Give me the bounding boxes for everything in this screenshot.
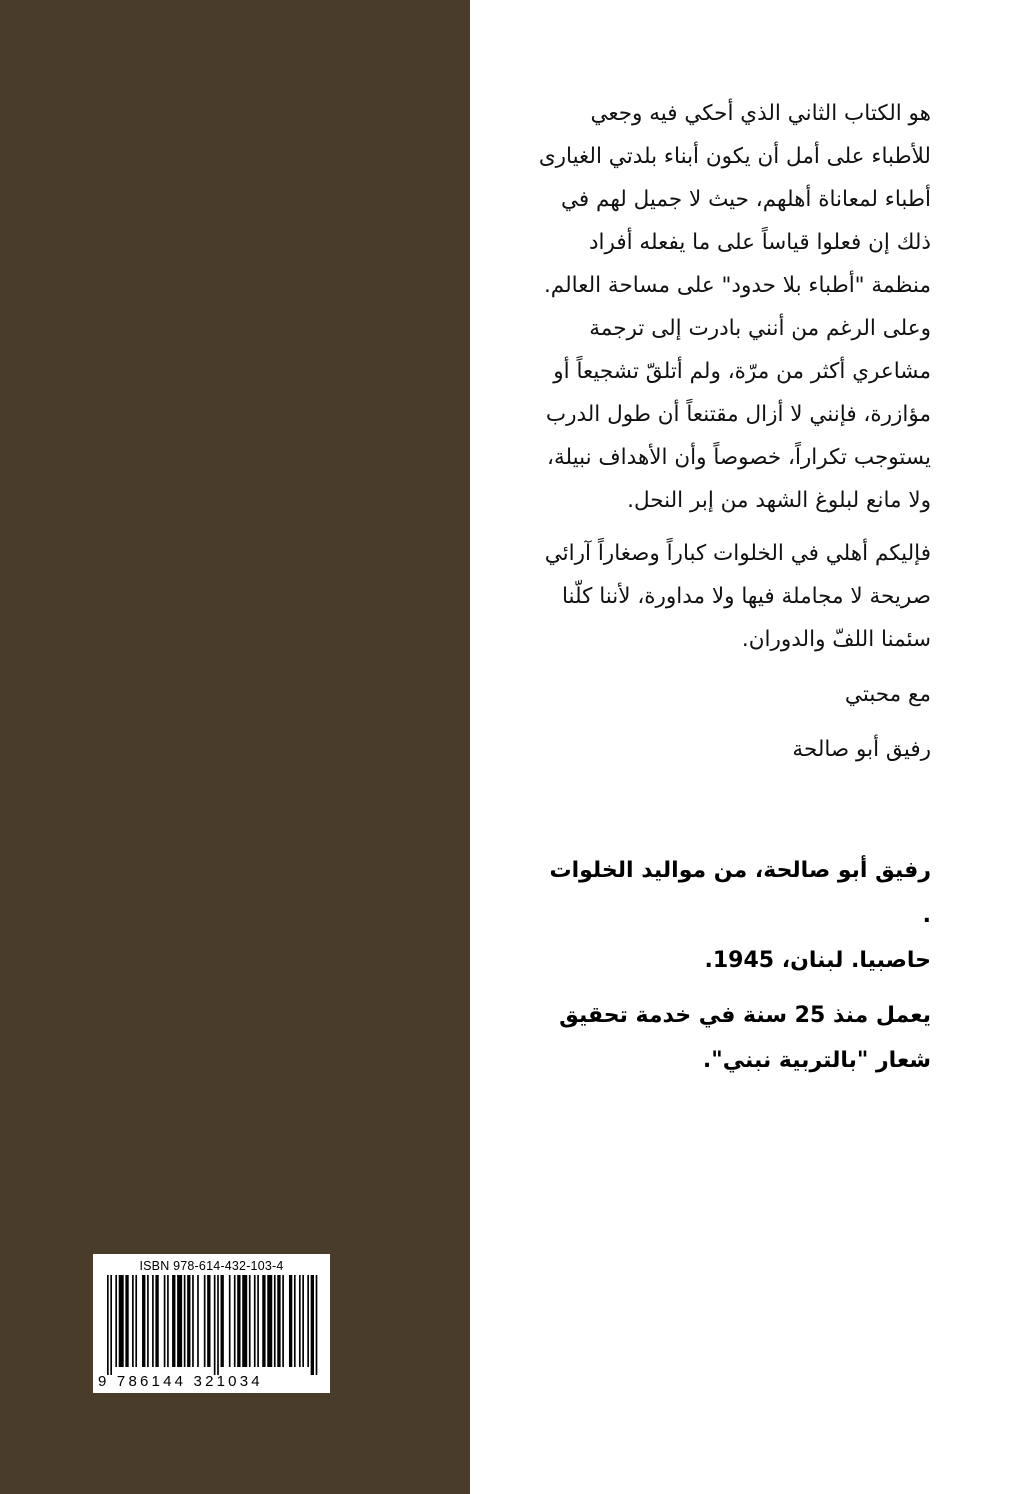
barcode-bar <box>229 1275 231 1367</box>
barcode-bar <box>299 1275 301 1367</box>
barcode-bar <box>107 1275 109 1375</box>
barcode-bar <box>289 1275 292 1367</box>
barcode-bar <box>164 1275 166 1367</box>
blurb-text <box>537 92 931 771</box>
barcode-bar <box>197 1275 199 1367</box>
barcode-digits: 9 786144 321034 <box>98 1373 263 1390</box>
barcode-bar <box>249 1275 251 1367</box>
barcode-bar <box>135 1275 137 1367</box>
closing-line: مع محبتي <box>844 682 931 707</box>
author-signature: رفيق أبو صالحة <box>792 737 931 762</box>
barcode-bar <box>316 1275 318 1375</box>
barcode-bar <box>110 1275 112 1375</box>
bio-line-2: حاصبيا. لبنان، 1945. <box>704 948 931 973</box>
barcode-bar <box>217 1275 219 1375</box>
barcode-bar <box>187 1275 190 1367</box>
blurb-paragraph-1: هو الكتاب الثاني الذي أحكي فيه وجعي للأطباء على أمل أن يكون أبناء بلدتي الغيارى أطباء لمعاناة أهلهم، حيث لا جميل لهم في ذلك إن فعلوا قياساً على ما يفعله أفراد منظمة "أطباء بلا حدود" على مساحة العالم. وعلى الرغم من أنني بادرت إلى ترجمة مشاعري أكثر من مرّة، ولم أتلقّ تشجيعاً أو مؤازرة، فإنني لا أزال مقتنعاً أن طول الدرب يستوجب تكراراً، خصوصاً وأن الأهداف نبيلة، ولا مانع لبلوغ الشهد من إبر النحل. <box>538 101 931 513</box>
barcode-bar <box>311 1275 314 1375</box>
blurb-paragraph-2: فإليكم أهلي في الخلوات كباراً وصغاراً آرائي صريحة لا مجاملة فيها ولا مداورة، لأننا كلّنا سئمنا اللفّ والدوران. <box>544 541 931 652</box>
isbn-barcode <box>93 1254 330 1393</box>
barcode-bar <box>204 1275 206 1367</box>
barcode-bar <box>155 1275 158 1367</box>
bio-line-1: رفيق أبو صالحة، من مواليد الخلوات . <box>549 858 931 928</box>
barcode-bar <box>167 1275 169 1367</box>
barcode-bar <box>242 1275 247 1367</box>
barcode-bar <box>132 1275 134 1367</box>
barcode-bar <box>125 1275 128 1367</box>
barcode-bar <box>254 1275 256 1367</box>
bio-line-4: شعار "بالتربية نبني". <box>702 1048 931 1073</box>
bio-line-3: يعمل منذ 25 سنة في خدمة تحقيق <box>559 1003 931 1028</box>
barcode-bar <box>267 1275 272 1367</box>
barcode-bars <box>107 1275 319 1375</box>
barcode-bar <box>142 1275 145 1367</box>
barcode-bar <box>177 1275 182 1367</box>
barcode-bar <box>115 1275 117 1367</box>
isbn-label: ISBN 978-614-432-103-4 <box>139 1259 284 1273</box>
barcode-bar <box>214 1275 216 1375</box>
barcode-bar <box>257 1275 259 1367</box>
barcode-bar <box>119 1275 124 1367</box>
barcode-bar <box>274 1275 276 1367</box>
barcode-bar <box>207 1275 210 1367</box>
barcode-bar <box>302 1275 304 1367</box>
barcode-bar <box>237 1275 240 1367</box>
barcode-bar <box>294 1275 296 1367</box>
barcode-bar <box>307 1275 309 1367</box>
barcode-bar <box>221 1275 224 1367</box>
author-bio <box>537 848 931 1083</box>
barcode-bar <box>147 1275 149 1367</box>
barcode-bar <box>152 1275 154 1367</box>
barcode-bar <box>184 1275 186 1367</box>
barcode-bar <box>282 1275 284 1367</box>
barcode-bar <box>234 1275 236 1367</box>
barcode-bar <box>192 1275 194 1367</box>
barcode-bar <box>262 1275 265 1367</box>
barcode-bar <box>172 1275 175 1367</box>
barcode-bar <box>277 1275 280 1367</box>
